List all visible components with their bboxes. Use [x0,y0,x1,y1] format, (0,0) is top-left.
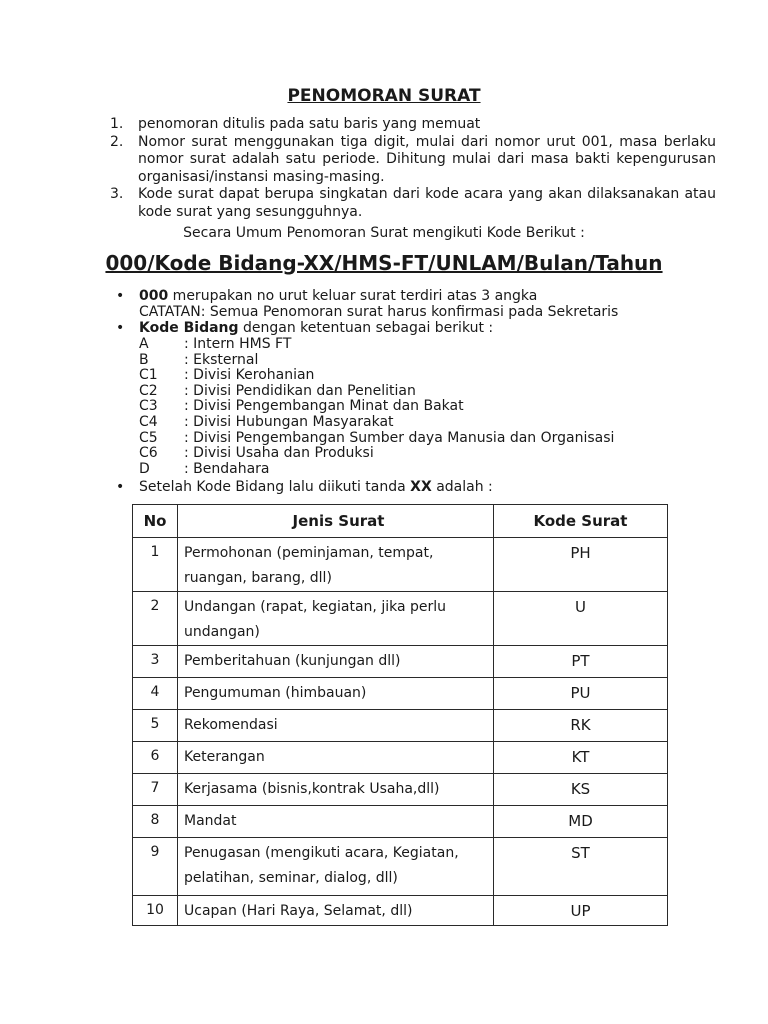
rule-text: penomoran ditulis pada satu baris yang memuat [138,116,481,132]
table-row: 10 Ucapan (Hari Raya, Selamat, dll) UP [133,896,668,926]
column-header-kode: Kode Surat [494,505,668,538]
letter-code-table [132,504,668,926]
rule-item: 2. Nomor surat menggunakan tiga digit, mulai dari nomor urut 001, masa berlaku nomor surat adalah satu periode. Dihitung mulai dari masa bakti kepengurusan organisasi/instansi masing-masing. [110,133,716,185]
column-header-no: No [133,505,178,538]
bullet-division-code: Kode Bidang dengan ketentuan sebagai berikut : [139,320,494,336]
intro-text: Secara Umum Penomoran Surat mengikuti Kode Berikut : [183,225,585,241]
bullet-icon: • [116,320,125,336]
document-page: PENOMORAN SURAT 1. penomoran ditulis pada satu baris yang memuat 2. Nomor surat menggunakan tiga digit, mulai dari nomor urut 001, masa berlaku nomor surat adalah satu periode. Dihitung mulai dari masa bakti kepengurusan organisasi/instansi masing-masing. 3. Kode surat dapat berupa singkatan dari kode acara yang akan dilaksanakan atau kode surat yang sesungguhnya. Secara Umum Penomoran Surat mengikuti Kode Berikut : 000/Kode Bidang-XX/HMS-FT/UNLAM/Bulan/Tahun • 000 merupakan no urut keluar surat terdiri atas 3 angka CATATAN: Semua Penomoran surat harus konfirmasi pada Sekretaris • Kode Bidang dengan ketentuan sebagai berikut : A : Intern HMS FT B : Eksternal C1 : Divisi Kerohanian C2 : Divisi Pendidikan dan Penelitian C3 : Divisi Pengembangan Minat dan Bakat C4 : Divisi Hubungan Masyarakat C5 : Divisi Pengembangan Sumber daya Manusia dan Organisasi C6 : Divisi Usaha dan Produksi D : Bendahara • Setelah Kode Bidang lalu diikuti tanda XX adalah : No Jenis Surat Kode Surat 1 Permohonan (peminjaman, tempat, ruangan, barang, dll) PH 2 Undangan (rapat, kegiatan, jika perlu undangan) U 3 Pemberitahuan (kunjungan dll) PT 4 Pengumuman (himbauan) PU 5 Rekomendasi RK 6 Keterangan KT 7 Kerjasama (bisnis,kontrak Usaha,dll) KS 8 Mandat MD 9 Penugasan (mengikuti acara, Kegiatan, pelatihan, seminar, dialog, dll) ST 10 Ucapan (Hari Raya, Selamat, dll) UP [0,0,768,1024]
table-row: 2 Undangan (rapat, kegiatan, jika perlu undangan) U [133,592,668,646]
table-row: 7 Kerjasama (bisnis,kontrak Usaha,dll) KS [133,774,668,806]
table-header-row [133,505,668,538]
table-row: 1 Permohonan (peminjaman, tempat, ruangan, barang, dll) PH [133,538,668,592]
rule-text: Kode surat dapat berupa singkatan dari kode acara yang akan dilaksanakan atau kode surat yang sesungguhnya. [138,186,716,220]
numbering-rules-list [96,116,716,221]
table-row: 6 Keterangan KT [133,742,668,774]
bullet-icon: • [116,288,125,304]
rule-item: 3. Kode surat dapat berupa singkatan dari kode acara yang akan dilaksanakan atau kode surat yang sesungguhnya. [110,186,716,220]
table-row: 4 Pengumuman (himbauan) PU [133,678,668,710]
rule-text: Nomor surat menggunakan tiga digit, mulai dari nomor urut 001, masa berlaku nomor surat adalah satu periode. Dihitung mulai dari masa bakti kepengurusan organisasi/instansi masing-masing. [138,133,716,185]
bullet-letter-type: Setelah Kode Bidang lalu diikuti tanda XX adalah : [139,479,493,495]
table-row: 5 Rekomendasi RK [133,710,668,742]
table-row: 9 Penugasan (mengikuti acara, Kegiatan, pelatihan, seminar, dialog, dll) ST [133,838,668,896]
rule-item: 1. penomoran ditulis pada satu baris yang memuat [110,116,481,132]
table-row: 8 Mandat MD [133,806,668,838]
table-row: 3 Pemberitahuan (kunjungan dll) PT [133,646,668,678]
bullet-serial-number: 000 merupakan no urut keluar surat terdiri atas 3 angka [139,288,538,304]
numbering-format: 000/Kode Bidang-XX/HMS-FT/UNLAM/Bulan/Tahun [105,251,663,275]
bullet-icon: • [116,479,125,495]
document-title: PENOMORAN SURAT [287,86,481,106]
secretary-note: CATATAN: Semua Penomoran surat harus konfirmasi pada Sekretaris [139,304,619,320]
column-header-jenis: Jenis Surat [178,505,494,538]
